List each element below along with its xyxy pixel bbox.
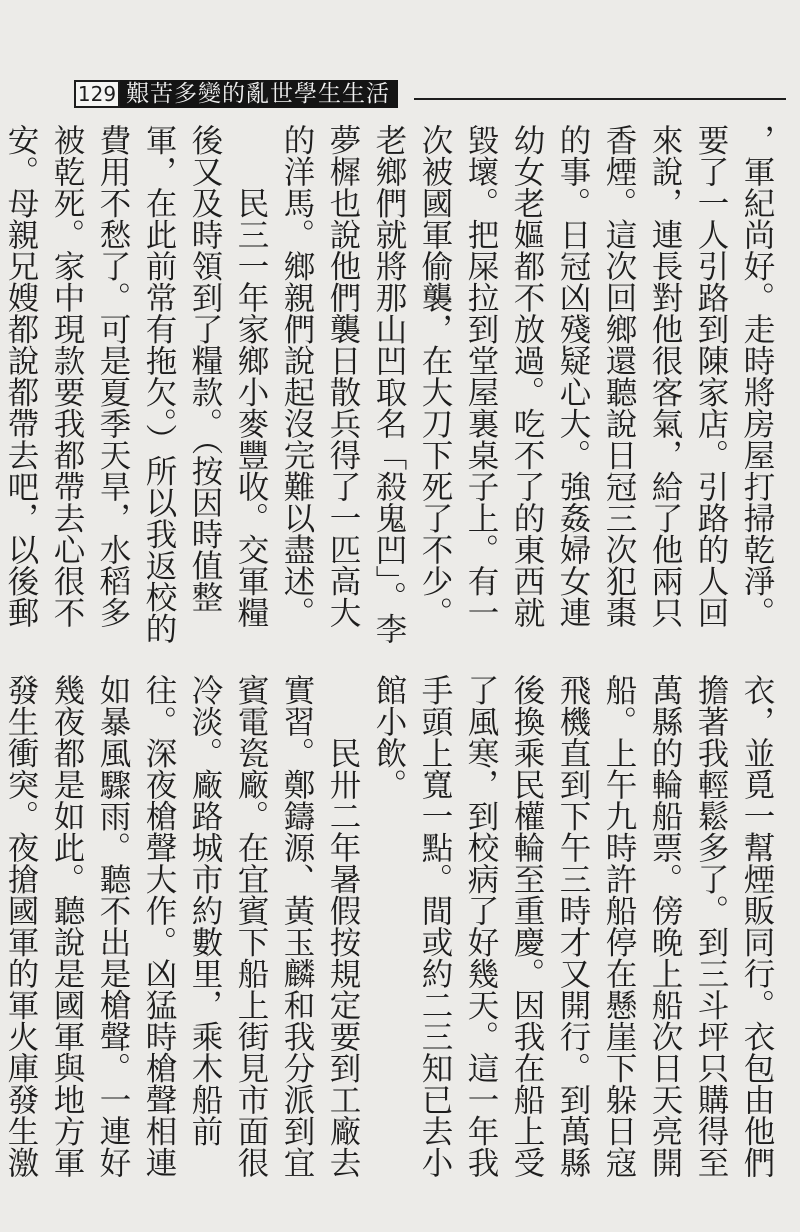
header-rule xyxy=(414,98,786,100)
body-text xyxy=(3,124,780,1204)
paragraph-continuation: ，軍紀尚好。走時將房屋打掃乾淨。要了一人引路到陳家店。引路的人回來說，連長對他很客氣，給了他兩只香煙。這次回鄉還聽說日冠三次犯棗的事。日冠凶殘疑心大。強姦婦女連幼女老嫗都不放過。吃不了的東西就毀壞。把屎拉到堂屋裏桌子上。有一次被國軍偷襲，在大刀下死了不少。老鄉們就將那山凹取名「殺鬼凹」。李夢樨也說他們襲日散兵得了一匹高大的洋馬。鄉親們說起沒完難以盡述。 xyxy=(279,124,775,644)
page-number: 129 xyxy=(74,80,120,108)
paragraph-journey-to-school: 衣，並覓一幫煙販同行。衣包由他們擔著我輕鬆多了。到三斗坪只購得至萬縣的輪船票。傍晚上船次日天亮開船。上午九時許船停在懸崖下躲日寇飛機直到下午三時才又開行。到萬縣後換乘民權輪至重慶。因我在船上受了風寒，到校病了好幾天。這一年我手頭上寬一點。間或約二三知已去小館小飲。 xyxy=(371,674,775,1178)
page-header xyxy=(74,78,786,112)
lower-text-block xyxy=(3,674,780,1194)
upper-text-block xyxy=(3,124,780,644)
running-title: 艱苦多變的亂世學生生活 xyxy=(120,80,398,108)
paragraph-factory-internship: 民卅二年暑假按規定要到工廠去實習。鄭鑄源、黃玉麟和我分派到宜賓電瓷廠。在宜賓下船上街見市面很冷淡。廠路城市約數里，乘木船前往。深夜槍聲大作。凶猛時槍聲相連如暴風驟雨。聽不出是槍聲。一連好幾夜都是如此。聽說是國軍與地方軍發生衝突。夜搶國軍的軍火庫發生激 xyxy=(3,674,361,1178)
paragraph-min-31-harvest: 民三一年家鄉小麥豐收。交軍糧後又及時領到了糧款。（按因時值整軍，在此前常有拖欠。）所以我返校的費用不愁了。可是夏季天旱，水稻多被乾死。家中現款要我都帶去心很不安。母親兄嫂都說都帶去吧，以後郵 xyxy=(3,124,269,644)
